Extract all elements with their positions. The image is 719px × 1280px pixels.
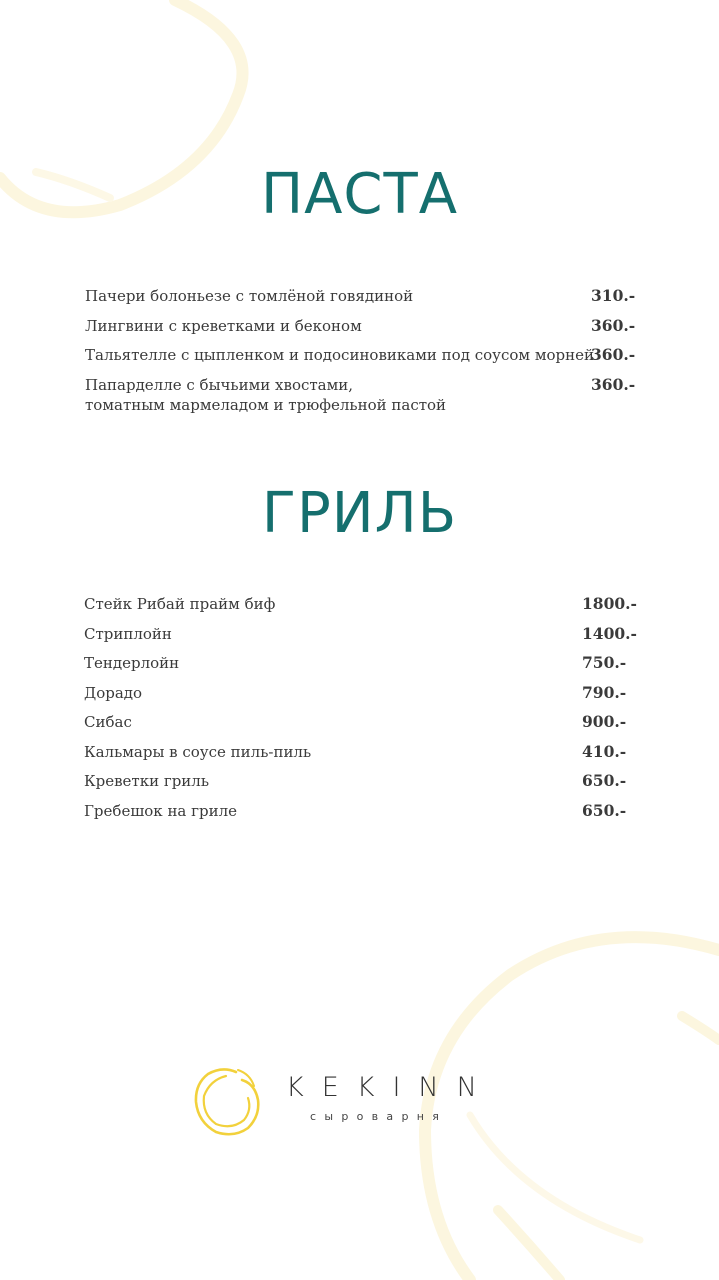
item-name: Стейк Рибай прайм биф (84, 595, 276, 613)
item-name: Тендерлойн (84, 654, 180, 672)
section-title-pasta: ПАСТА (260, 162, 459, 227)
menu-item (84, 683, 635, 703)
brand-tagline: сыроварня (310, 1110, 448, 1123)
item-price: 1400.- (582, 623, 637, 643)
item-name: Лингвини с креветками и беконом (85, 316, 362, 335)
swirl-logo-icon (192, 1064, 264, 1140)
item-price: 750.- (582, 653, 627, 672)
menu-item (85, 375, 635, 415)
item-price: 410.- (582, 741, 627, 761)
item-price: 1800.- (582, 594, 637, 613)
item-name: Стриплойн (84, 624, 172, 643)
item-name: Кальмары в соусе пиль-пиль (84, 742, 312, 761)
menu-item (84, 771, 635, 791)
item-price: 650.- (582, 800, 627, 820)
item-name: Пачери болоньезе с томлёной говядиной (85, 287, 414, 305)
section-title-grill: ГРИЛЬ (261, 481, 458, 546)
item-price: 360.- (591, 345, 636, 364)
item-price: 310.- (591, 286, 636, 305)
item-price: 650.- (582, 771, 627, 790)
menu-item (84, 624, 635, 644)
item-name: Креветки гриль (84, 772, 210, 790)
item-name: Тальятелле с цыпленком и подосиновиками под соусом морней (85, 346, 594, 364)
item-name: Дорадо (84, 683, 143, 702)
menu-item (84, 712, 635, 732)
item-name-continuation: томатным мармеладом и трюфельной пастой (85, 395, 447, 414)
menu-item (84, 594, 635, 614)
item-name: Гребешок на гриле (84, 801, 238, 820)
item-price: 360.- (591, 374, 636, 394)
menu-item (84, 653, 635, 673)
menu-item (85, 286, 635, 306)
menu-item (85, 345, 635, 365)
brand-logo (192, 1064, 532, 1144)
menu-item (84, 801, 635, 821)
grill-menu-list (84, 594, 635, 830)
item-name: Сибас (84, 713, 132, 731)
item-name: Папарделле с бычьими хвостами, (85, 375, 354, 394)
menu-item (85, 316, 635, 336)
item-price: 360.- (591, 315, 636, 335)
menu-item (84, 742, 635, 762)
item-price: 900.- (582, 712, 627, 731)
item-price: 790.- (582, 682, 627, 702)
pasta-menu-list (85, 286, 635, 424)
brand-wordmark: KEKINN (286, 1072, 495, 1103)
